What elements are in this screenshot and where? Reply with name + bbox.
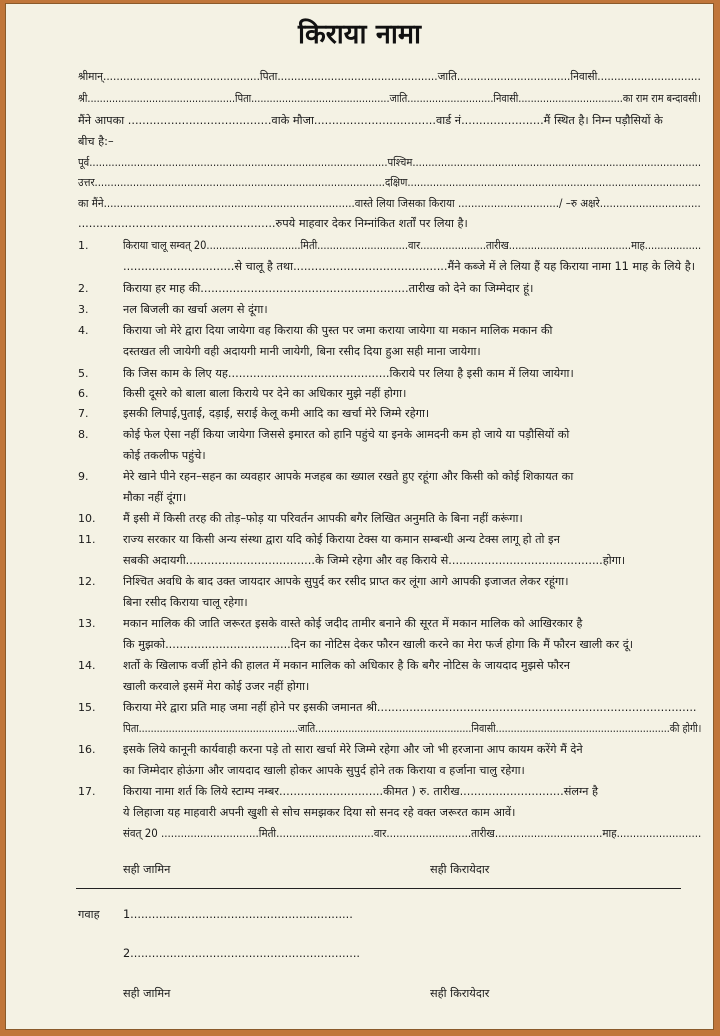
clause-number: 7. [78, 407, 89, 420]
clause-line: शर्तो के खिलाफ वर्जी होने की हालत में मकान मालिक को अधिकार है कि बगैर नोटिस के जायदाद मुझसे फौरन [123, 659, 570, 672]
clause-number: 1. [78, 239, 89, 252]
clause-line: का जिम्मेदार होऊंगा और जायदाद खाली होकर आपके सुपुर्द होने तक किराया व हर्जाना चालु रहेगा। [123, 764, 525, 777]
clause-line: कोई फेल ऐसा नहीं किया जायेगा जिससे इमारत को हानि पहुंचे या इनके आमदनी कम हो जाये या पड़ौसियों को [123, 428, 570, 441]
header-line: बीच है:– [78, 135, 114, 148]
clause-number: 13. [78, 617, 96, 630]
clause-line: ...............................से चालू है तथा...........................................मैंने कब्जे में ले लिया हैं यह किराया नामा 11 माह के लिये है। [123, 260, 695, 273]
guarantor-signature: सही जामिन [123, 863, 171, 876]
clause-line: संवत् 20 ..............................मिती..............................वार..........................तारीख.................................माह.......................... [123, 827, 702, 840]
clause-line: बिना रसीद किराया चालू रहेगा। [123, 596, 248, 609]
clause-line: नल बिजली का खर्चा अलग से दूंगा। [123, 303, 268, 316]
clause-number: 6. [78, 387, 89, 400]
clause-number: 4. [78, 324, 89, 337]
clause-line: सबकी अदायगी....................................के जिम्मे रहेगा और वह किराये से...........................................होगा। [123, 554, 626, 567]
clause-line: मैं इसी में किसी तरह की तोड़–फोड़ या परिवर्तन आपकी बगैर लिखित अनुमति के बिना नहीं करूंगा। [123, 512, 523, 525]
clause-line: निश्चित अवधि के बाद उक्त जायदार आपके सुपुर्द कर रसीद प्राप्त कर लूंगा आगे आपकी इजाजत लेकर रहूंगा। [123, 575, 569, 588]
clause-number: 12. [78, 575, 96, 588]
page-title: किराया नामा [298, 19, 421, 50]
clause-number: 17. [78, 785, 96, 798]
clause-line: इसकी लिपाई,पुताई, दड़ाई, सराई केलू कमी आदि का खर्चा मेरे जिम्मे रहेगा। [123, 407, 430, 420]
tenant-signature-bottom: सही किरायेदार [430, 987, 490, 1000]
clause-line: ये लिहाजा यह माहवारी अपनी खुशी से सोच समझकर दिया सो सनद रहे वक्त जरूरत काम आवें। [123, 806, 516, 819]
clause-line: खाली करवाले इसमें मेरा कोई उजर नहीं होगा। [123, 680, 310, 693]
header-line: श्रीमान्...............................................पिता................................................जाति..................................निवासी............................... [78, 70, 701, 83]
clause-line: कि जिस काम के लिए यह.............................................किराये पर लिया है इसी काम में लिया जायेगा। [123, 367, 574, 380]
header-line: उत्तर...........................................................................................दक्षिण............................................................................................ [78, 176, 701, 189]
witness-line-1: 1.............................................................. [123, 908, 353, 921]
clause-line: कि मुझको...................................दिन का नोटिस देकर फौरन खाली करने का मेरा फर्ज होगा कि मैं फौरन खाली कर दूं। [123, 638, 634, 651]
header-line: .......................................................रुपये माहवार देकर निम्नांकित शर्तों पर लिया है। [78, 217, 468, 230]
guarantor-signature-bottom: सही जामिन [123, 987, 171, 1000]
header-line: श्री................................................पिता.............................................जाति............................निवासी..................................का राम राम बन्दावसी। [78, 92, 701, 105]
witness-line-2: 2................................................................ [123, 947, 361, 960]
tenant-signature: सही किरायेदार [430, 863, 490, 876]
clause-number: 14. [78, 659, 96, 672]
clause-number: 16. [78, 743, 96, 756]
header-line: पूर्व..............................................................................................पश्चिम........................................................................................... [78, 156, 702, 169]
clause-line: किराया नामा शर्त कि लिये स्टाम्प नम्बर.............................कीमत ) रु. तारीख.............................संलग्न है [123, 785, 599, 798]
clause-line: इसके लिये कानूनी कार्यवाही करना पड़े तो सारा खर्चा मेरे जिम्मे रहेगा और जो भी हरजाना आप कायम करेंगे मैं देने [123, 743, 583, 756]
clause-number: 8. [78, 428, 89, 441]
clause-line: मेरे खाने पीने रहन–सहन का व्यवहार आपके मजहब का ख्याल रखते हुए रहूंगा और किसी को कोई शिकायत का [123, 470, 574, 483]
clause-line: किराया हर माह की..........................................................तारीख को देने का जिम्मेदार हूं। [123, 282, 534, 295]
clause-line: दस्तखत ली जायेगी वही अदायगी मानी जायेगी, बिना रसीद दिया हुआ सही माना जायेगा। [123, 345, 481, 358]
clause-number: 3. [78, 303, 89, 316]
clause-number: 15. [78, 701, 96, 714]
agreement-sheet [5, 3, 714, 1030]
header-line: का मैंने.............................................................................वास्ते लिया जिसका किराया .............................../ –रु अक्षरे............................... [78, 197, 701, 210]
clause-line: पिता.....................................................जाति....................................................निवासी..........................................................की होगी। [123, 722, 702, 735]
clause-line: कोई तकलीफ पहुंचे। [123, 449, 206, 462]
clause-line: राज्य सरकार या किसी अन्य संस्था द्वारा यदि कोई किराया टेक्स या कमान सम्बन्धी अन्य टेक्स लागू हो तो इन [123, 533, 560, 546]
clause-line: किसी दूसरे को बाला बाला किराये पर देने का अधिकार मुझे नहीं होगा। [123, 387, 407, 400]
clause-number: 2. [78, 282, 89, 295]
divider [76, 888, 681, 889]
clause-number: 10. [78, 512, 96, 525]
clause-line: किराया जो मेरे द्वारा दिया जायेगा वह किराया की पुस्त पर जमा कराया जायेगा या मकान मालिक मकान की [123, 324, 553, 337]
witness-label: गवाह [78, 908, 100, 921]
clause-line: किराया मेरे द्वारा प्रति माह जमा नहीं होने पर इसकी जमानत श्री......................................................................................... [123, 701, 697, 714]
clause-number: 9. [78, 470, 89, 483]
clause-line: मकान मालिक की जाति जरूरत इसके वास्ते कोई जदीद तामीर बनाने की सूरत में मकान मालिक को आखिरकार है [123, 617, 583, 630]
clause-line: किराया चालू सम्वत् 20..............................मिती.............................वार.....................तारीख.......................................माह.................. [123, 239, 702, 252]
header-line: मैंने आपका ........................................वाके मौजा..................................वार्ड नं.......................मैं स्थित है। निम्न पड़ौसियों के [78, 114, 663, 127]
clause-line: मौका नहीं दूंगा। [123, 491, 187, 504]
clause-number: 11. [78, 533, 96, 546]
clause-number: 5. [78, 367, 89, 380]
